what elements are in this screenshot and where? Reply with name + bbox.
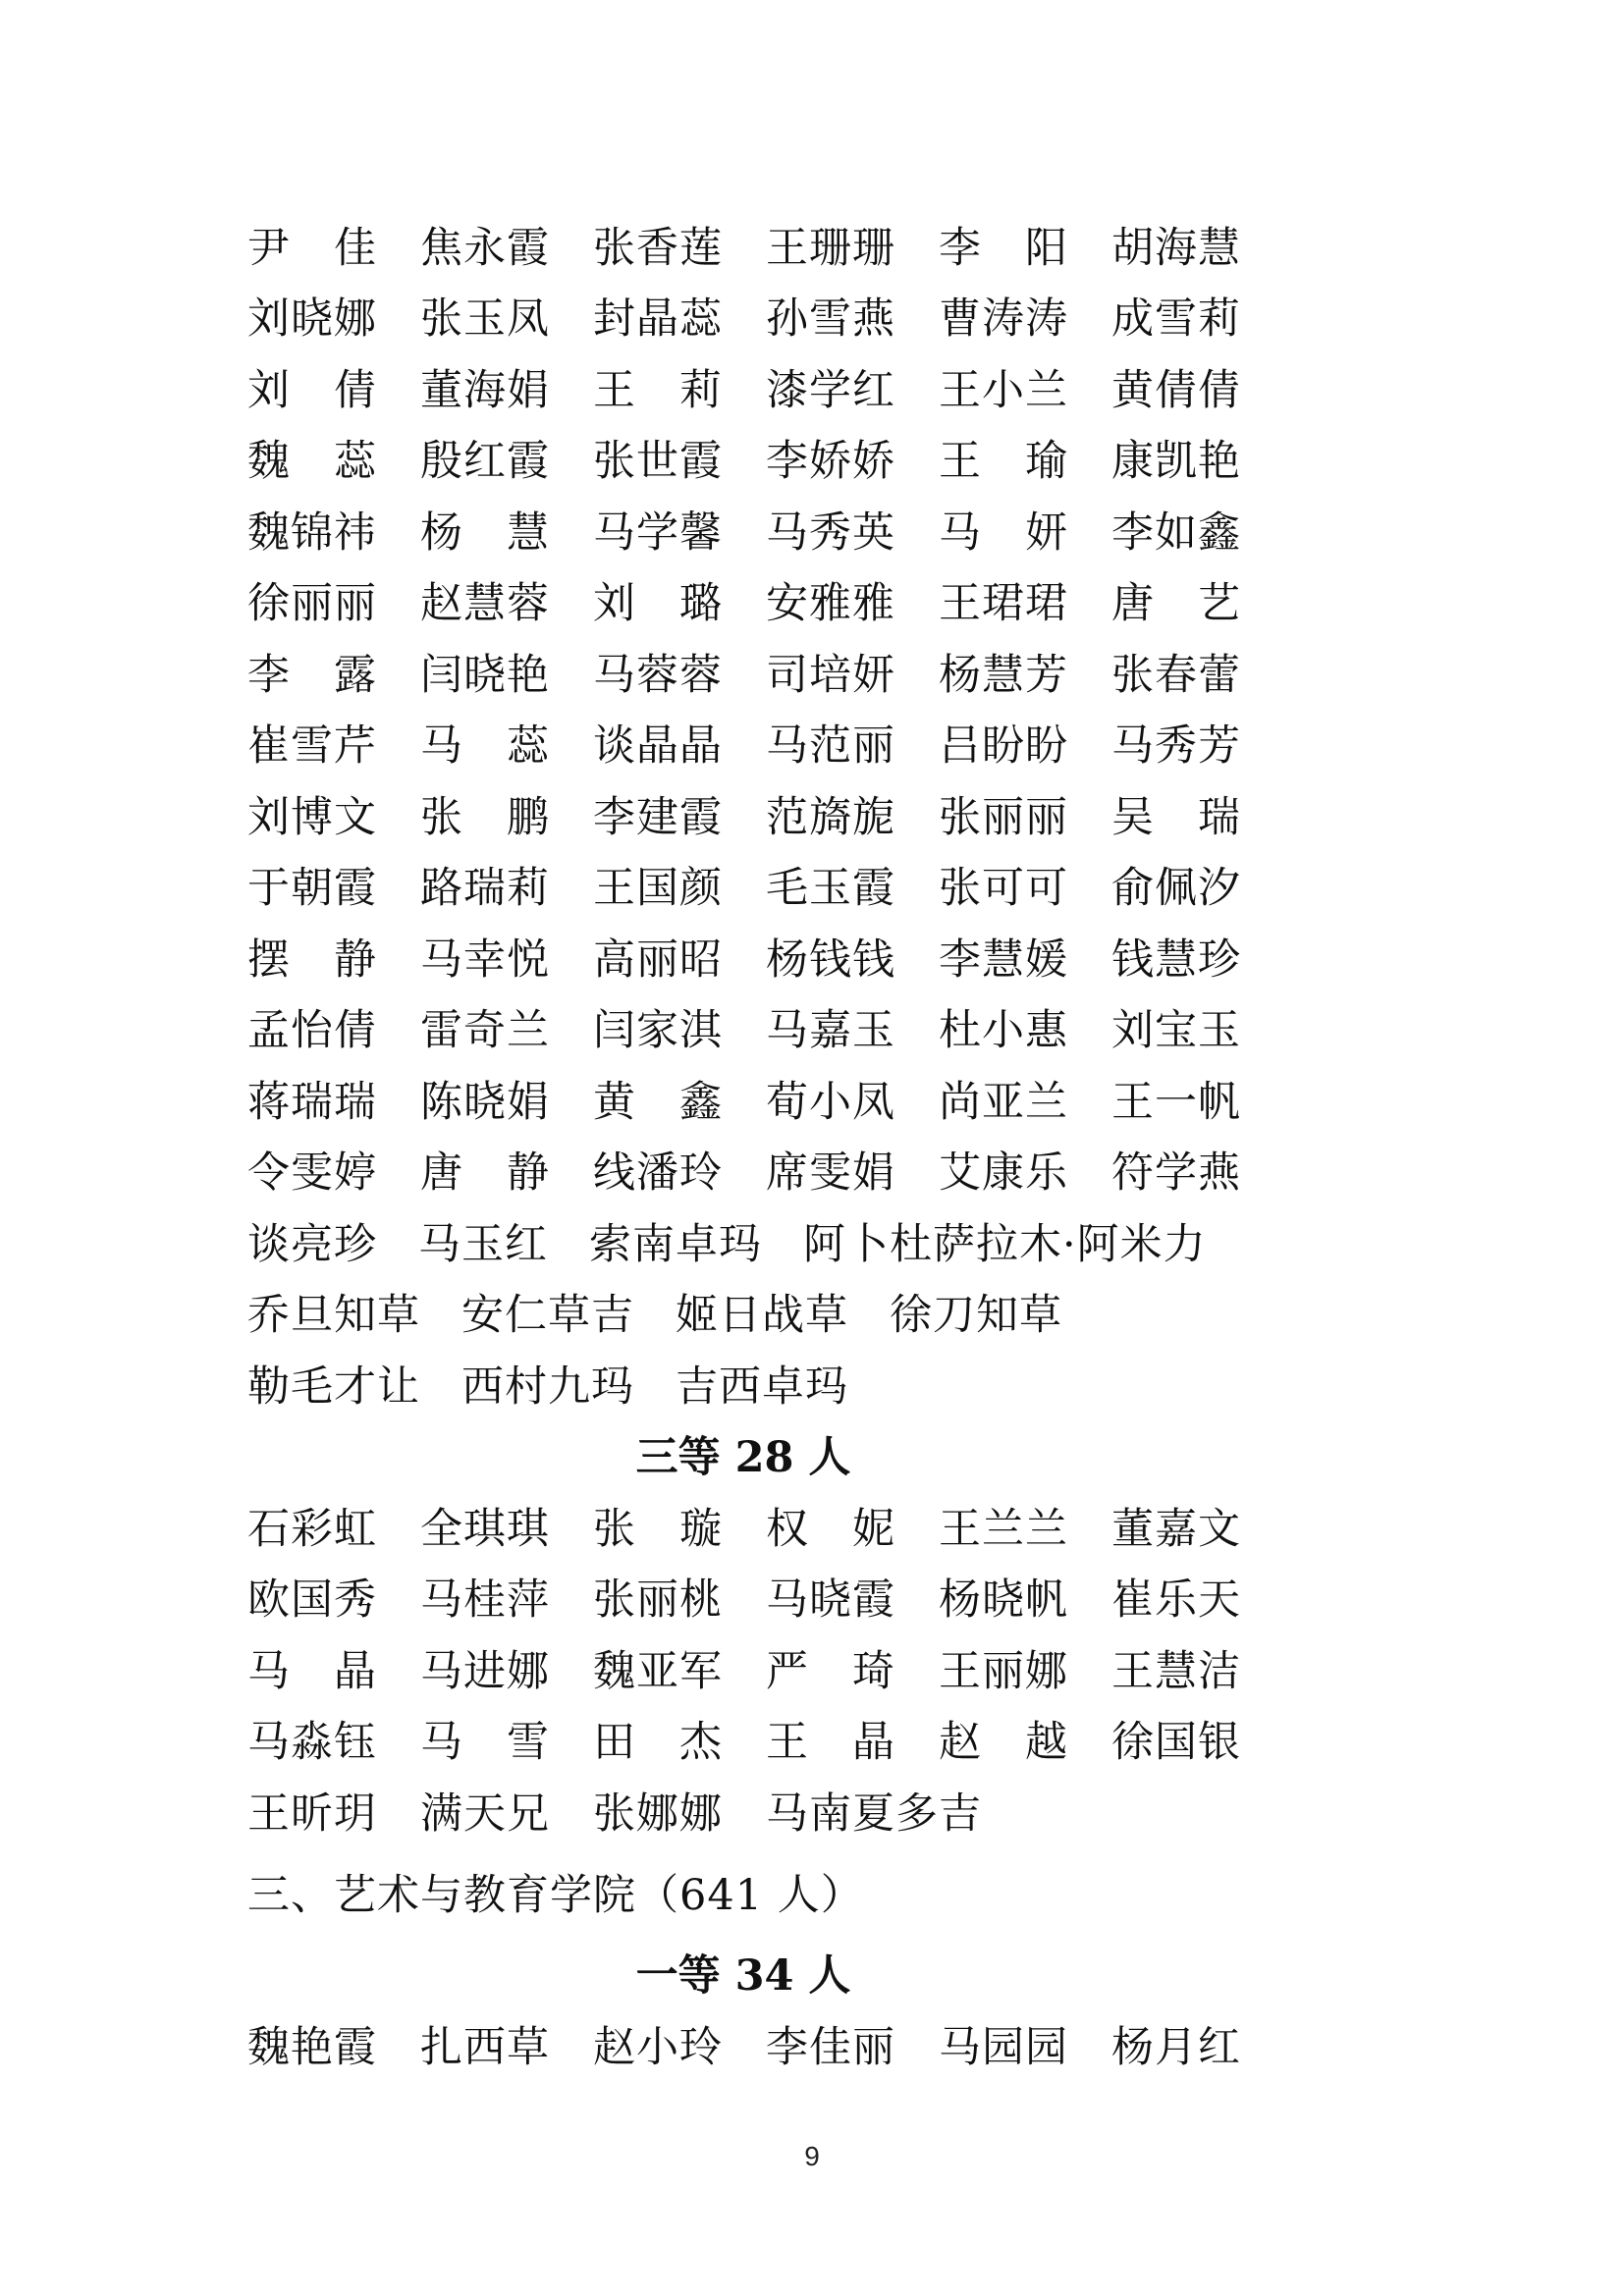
name-list-long-names (247, 1205, 1386, 1419)
person-name: 马晓霞 (766, 1575, 895, 1626)
person-name: 张丽丽 (939, 792, 1068, 842)
person-name: 于朝霞 (247, 864, 377, 914)
person-name: 西村九玛 (461, 1362, 634, 1412)
person-name: 高丽昭 (593, 934, 723, 985)
person-name: 李娇娇 (766, 437, 895, 487)
person-name: 勒毛才让 (247, 1362, 420, 1412)
person-name: 杨钱钱 (766, 934, 895, 985)
person-name: 乔旦知草 (247, 1291, 420, 1341)
name-list-second-prize-continued (247, 209, 1386, 1205)
person-name: 马园园 (939, 2022, 1068, 2072)
person-name: 魏艳霞 (247, 2022, 377, 2072)
person-name: 闫晓艳 (420, 650, 550, 700)
person-name: 刘 倩 (247, 365, 377, 415)
person-name: 赵慧蓉 (420, 579, 550, 629)
person-name: 马淼钰 (247, 1718, 377, 1768)
name-row (247, 1704, 1386, 1776)
person-name: 徐丽丽 (247, 579, 377, 629)
person-name: 刘晓娜 (247, 294, 377, 345)
person-name: 李 露 (247, 650, 377, 700)
name-row (247, 2008, 1386, 2080)
person-name: 孟怡倩 (247, 1006, 377, 1056)
person-name: 张玉凤 (420, 294, 550, 345)
person-name: 唐 静 (420, 1148, 550, 1199)
person-name: 马 蕊 (420, 721, 550, 772)
person-name: 马玉红 (418, 1219, 548, 1269)
name-row (247, 850, 1386, 922)
name-row (247, 423, 1386, 495)
person-name: 刘博文 (247, 792, 377, 842)
person-name: 安仁草吉 (461, 1291, 634, 1341)
person-name: 索南卓玛 (589, 1219, 762, 1269)
name-row (247, 1562, 1386, 1633)
person-name: 吕盼盼 (939, 721, 1068, 772)
person-name: 黄 鑫 (593, 1077, 723, 1127)
person-name: 王 莉 (593, 365, 723, 415)
person-name: 毛玉霞 (766, 864, 895, 914)
person-name: 范旖旎 (766, 792, 895, 842)
person-name: 杨晓帆 (939, 1575, 1068, 1626)
name-row (247, 1277, 1386, 1349)
person-name: 王慧洁 (1111, 1646, 1241, 1696)
person-name: 成雪莉 (1111, 294, 1241, 345)
person-name: 张丽桃 (593, 1575, 723, 1626)
person-name: 魏 蕊 (247, 437, 377, 487)
person-name: 石彩虹 (247, 1504, 377, 1554)
person-name: 王珺珺 (939, 579, 1068, 629)
person-name: 符学燕 (1111, 1148, 1241, 1199)
person-name: 李佳丽 (766, 2022, 895, 2072)
person-name: 马嘉玉 (766, 1006, 895, 1056)
person-name: 胡海慧 (1111, 223, 1241, 273)
award-heading-third: 三等 28 人 (635, 1433, 851, 1483)
person-name: 荀小凤 (766, 1077, 895, 1127)
name-row (247, 281, 1386, 352)
name-row (247, 636, 1386, 708)
person-name: 雷奇兰 (420, 1006, 550, 1056)
person-name: 杨 慧 (420, 507, 550, 558)
person-name: 封晶蕊 (593, 294, 723, 345)
person-name: 马 晶 (247, 1646, 377, 1696)
person-name: 李 阳 (939, 223, 1068, 273)
person-name: 李如鑫 (1111, 507, 1241, 558)
person-name: 曹涛涛 (939, 294, 1068, 345)
person-name: 蒋瑞瑞 (247, 1077, 377, 1127)
person-name: 焦永霞 (420, 223, 550, 273)
person-name: 路瑞莉 (420, 864, 550, 914)
person-name: 安雅雅 (766, 579, 895, 629)
person-name: 俞佩汐 (1111, 864, 1241, 914)
person-name: 张世霞 (593, 437, 723, 487)
person-name: 欧国秀 (247, 1575, 377, 1626)
person-name: 崔乐天 (1111, 1575, 1241, 1626)
person-name: 王国颜 (593, 864, 723, 914)
person-name: 王一帆 (1111, 1077, 1241, 1127)
person-name: 令雯婷 (247, 1148, 377, 1199)
name-list-first-prize (247, 2008, 1386, 2080)
name-row (247, 708, 1386, 779)
person-name: 马范丽 (766, 721, 895, 772)
person-name: 马南夏多吉 (766, 1789, 982, 1839)
name-row (247, 921, 1386, 992)
person-name: 魏锦祎 (247, 507, 377, 558)
page-content (247, 209, 1386, 2080)
person-name: 闫家淇 (593, 1006, 723, 1056)
name-row (247, 494, 1386, 565)
person-name: 刘 璐 (593, 579, 723, 629)
person-name: 王兰兰 (939, 1504, 1068, 1554)
person-name: 张 鹏 (420, 792, 550, 842)
person-name: 唐 艺 (1111, 579, 1241, 629)
person-name: 田 杰 (593, 1718, 723, 1768)
person-name: 张香莲 (593, 223, 723, 273)
person-name: 艾康乐 (939, 1148, 1068, 1199)
person-name: 钱慧珍 (1111, 934, 1241, 985)
person-name: 刘宝玉 (1111, 1006, 1241, 1056)
person-name: 张 璇 (593, 1504, 723, 1554)
person-name: 王 瑜 (939, 437, 1068, 487)
name-row (247, 351, 1386, 423)
person-name: 张春蕾 (1111, 650, 1241, 700)
name-row (247, 1063, 1386, 1135)
person-name: 尹 佳 (247, 223, 377, 273)
person-name: 王 晶 (766, 1718, 895, 1768)
section-title-art-education: 三、艺术与教育学院（641 人） (247, 1870, 864, 1920)
person-name: 吴 瑞 (1111, 792, 1241, 842)
person-name: 权 妮 (766, 1504, 895, 1554)
name-row (247, 565, 1386, 637)
person-name: 王丽娜 (939, 1646, 1068, 1696)
person-name: 尚亚兰 (939, 1077, 1068, 1127)
person-name: 马蓉蓉 (593, 650, 723, 700)
person-name: 崔雪芹 (247, 721, 377, 772)
name-row (247, 992, 1386, 1064)
person-name: 严 琦 (766, 1646, 895, 1696)
person-name: 王小兰 (939, 365, 1068, 415)
person-name: 董嘉文 (1111, 1504, 1241, 1554)
person-name: 李建霞 (593, 792, 723, 842)
person-name: 谈晶晶 (593, 721, 723, 772)
award-heading-first: 一等 34 人 (635, 1951, 851, 2002)
person-name: 康凯艳 (1111, 437, 1241, 487)
person-name: 摆 静 (247, 934, 377, 985)
person-name: 吉西卓玛 (676, 1362, 848, 1412)
person-name: 杜小惠 (939, 1006, 1068, 1056)
person-name: 杨慧芳 (939, 650, 1068, 700)
name-row (247, 1348, 1386, 1419)
name-row (247, 1205, 1386, 1277)
person-name: 黄倩倩 (1111, 365, 1241, 415)
person-name: 阿卜杜萨拉木·阿米力 (803, 1219, 1207, 1269)
person-name: 马进娜 (420, 1646, 550, 1696)
name-row (247, 209, 1386, 281)
person-name: 马桂萍 (420, 1575, 550, 1626)
name-row (247, 1490, 1386, 1562)
person-name: 王珊珊 (766, 223, 895, 273)
person-name: 马幸悦 (420, 934, 550, 985)
person-name: 马秀英 (766, 507, 895, 558)
name-list-third-prize (247, 1490, 1386, 1846)
person-name: 李慧媛 (939, 934, 1068, 985)
person-name: 徐国银 (1111, 1718, 1241, 1768)
person-name: 陈晓娟 (420, 1077, 550, 1127)
person-name: 魏亚军 (593, 1646, 723, 1696)
person-name: 司培妍 (766, 650, 895, 700)
person-name: 赵小玲 (593, 2022, 723, 2072)
name-row (247, 778, 1386, 850)
person-name: 徐刀知草 (890, 1291, 1062, 1341)
person-name: 姬日战草 (676, 1291, 848, 1341)
person-name: 马 雪 (420, 1718, 550, 1768)
person-name: 谈亮珍 (247, 1219, 377, 1269)
person-name: 孙雪燕 (766, 294, 895, 345)
person-name: 王昕玥 (247, 1789, 377, 1839)
person-name: 殷红霞 (420, 437, 550, 487)
person-name: 马秀芳 (1111, 721, 1241, 772)
person-name: 全琪琪 (420, 1504, 550, 1554)
name-row (247, 1135, 1386, 1206)
page-number: 9 (804, 2141, 820, 2171)
person-name: 满天兄 (420, 1789, 550, 1839)
person-name: 董海娟 (420, 365, 550, 415)
person-name: 张可可 (939, 864, 1068, 914)
name-row (247, 1775, 1386, 1846)
person-name: 线潘玲 (593, 1148, 723, 1199)
person-name: 漆学红 (766, 365, 895, 415)
person-name: 席雯娟 (766, 1148, 895, 1199)
person-name: 赵 越 (939, 1718, 1068, 1768)
person-name: 杨月红 (1111, 2022, 1241, 2072)
person-name: 张娜娜 (593, 1789, 723, 1839)
person-name: 马学馨 (593, 507, 723, 558)
person-name: 扎西草 (420, 2022, 550, 2072)
person-name: 马 妍 (939, 507, 1068, 558)
name-row (247, 1632, 1386, 1704)
